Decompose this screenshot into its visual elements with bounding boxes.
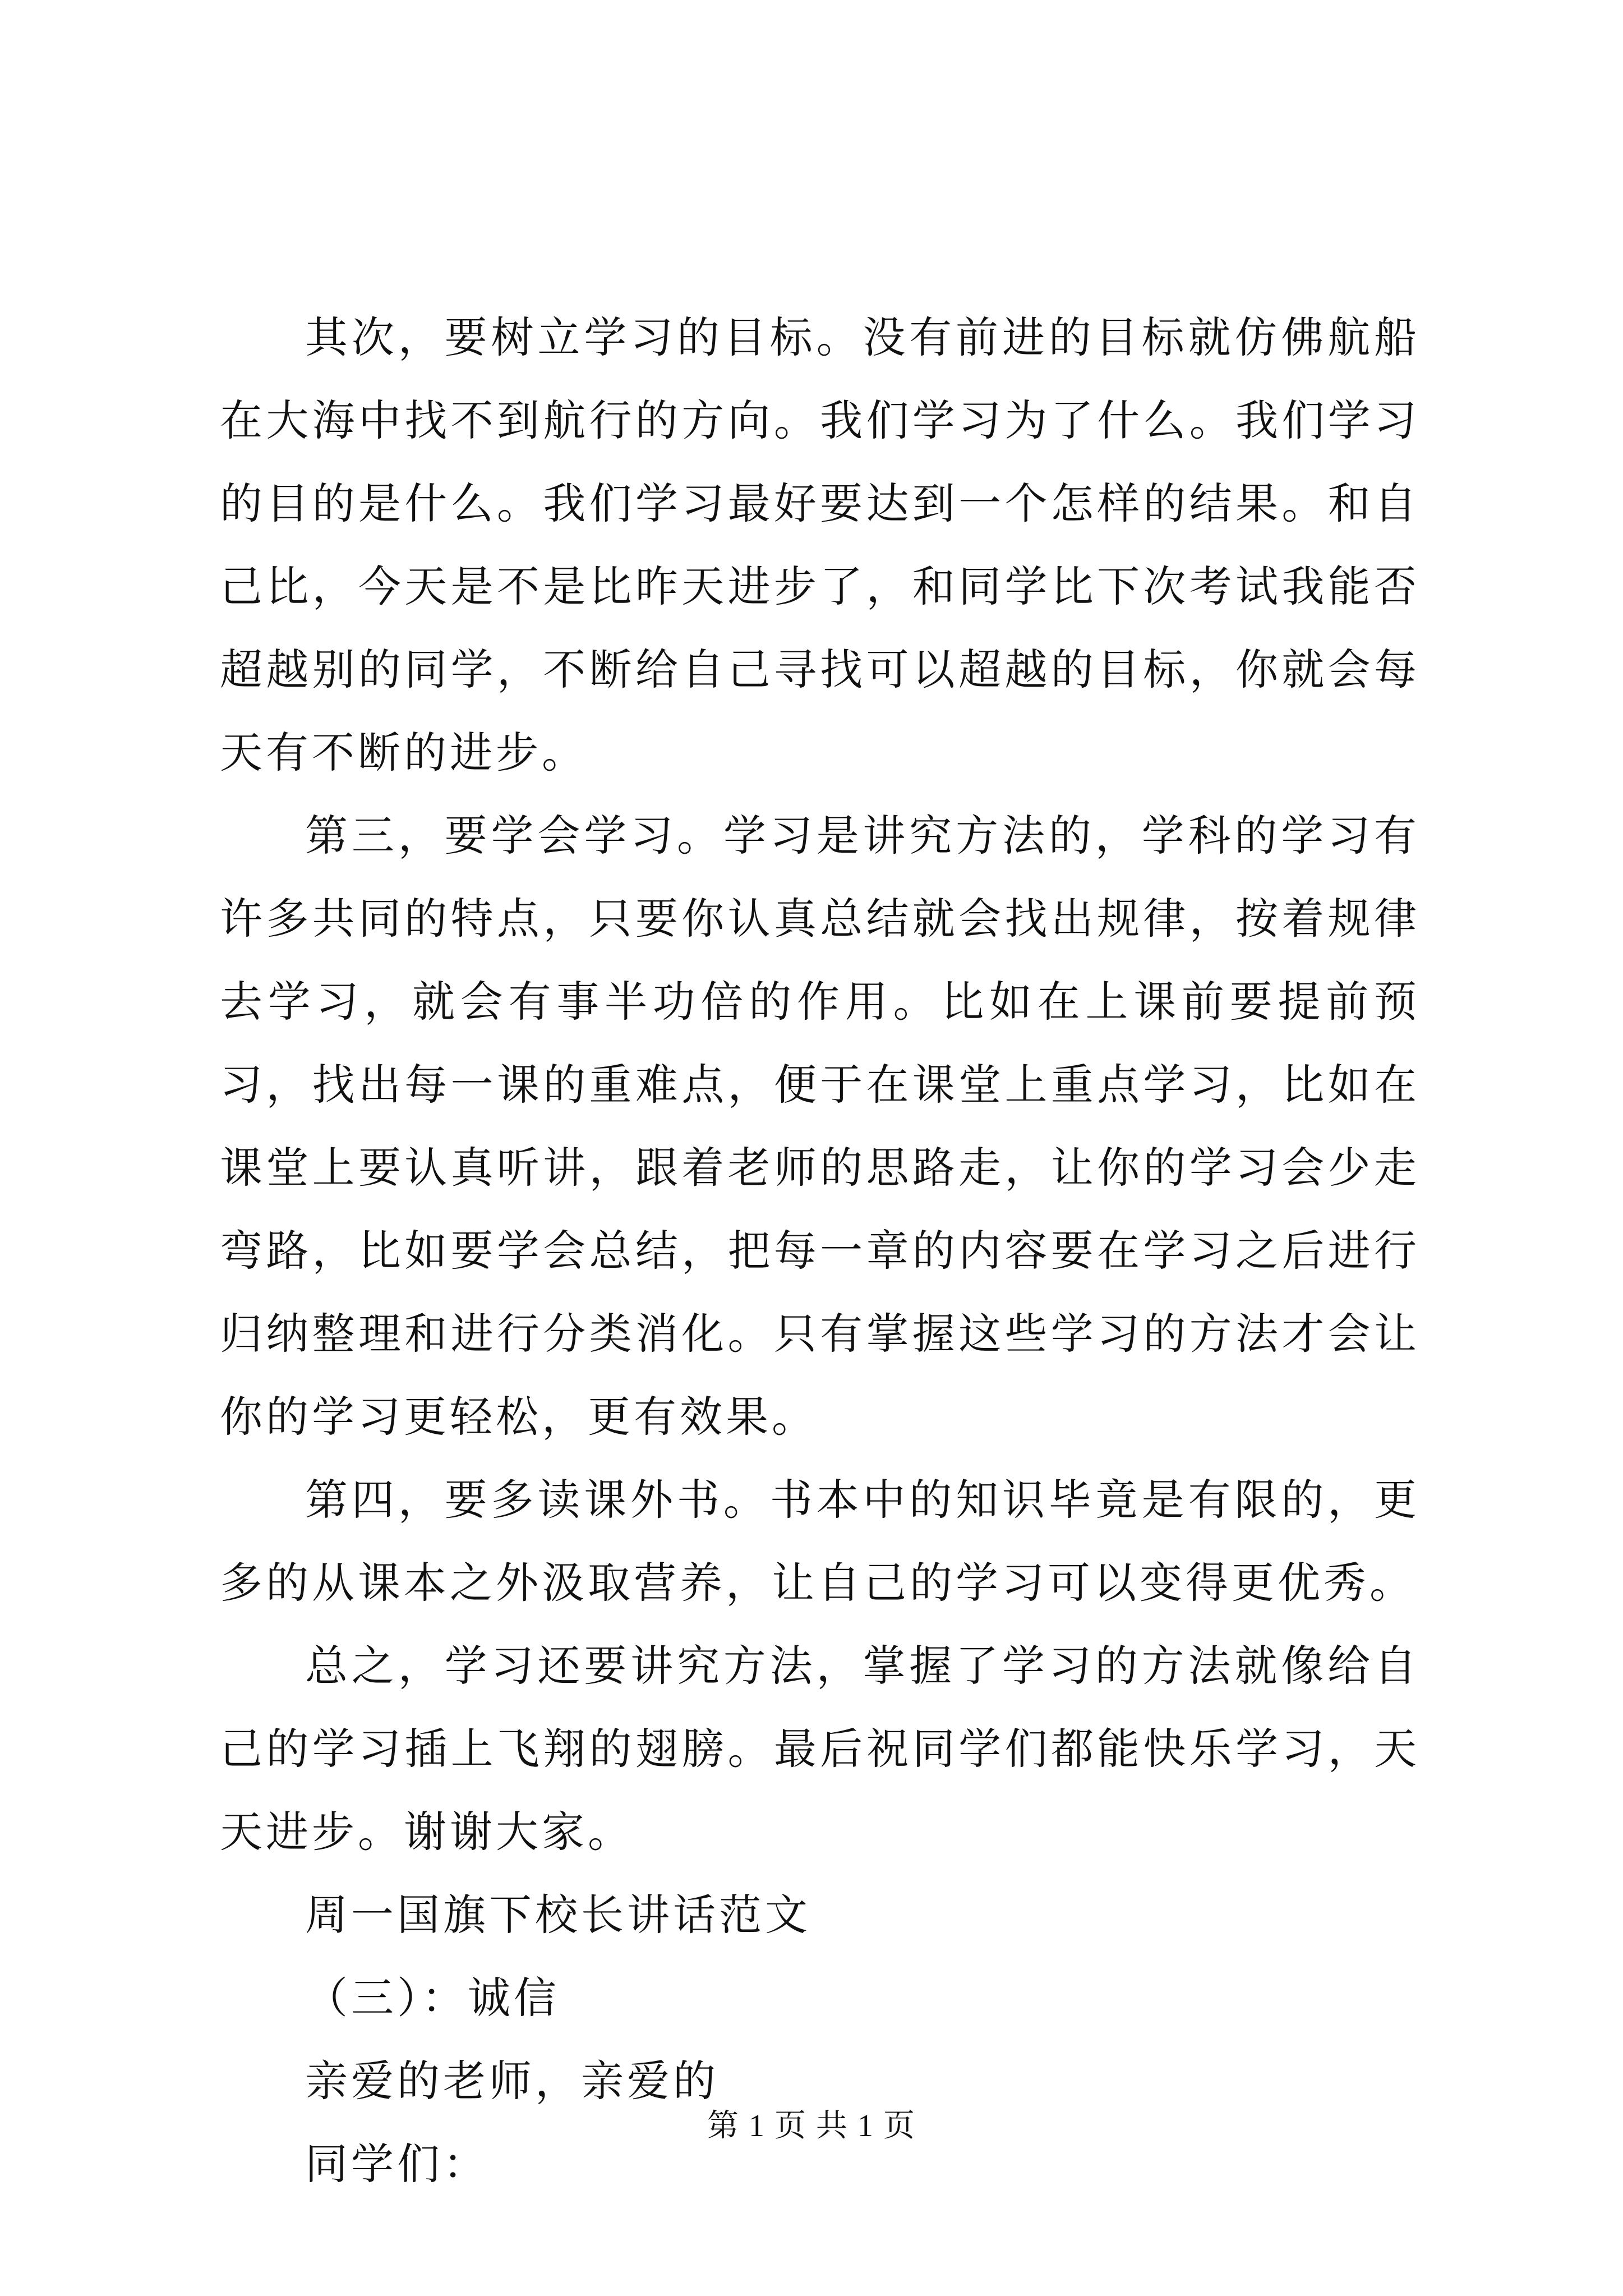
paragraph-study-goal: 其次，要树立学习的目标。没有前进的目标就仿佛航船在大海中找不到航行的方向。我们学习为了什么。我们学习的目的是什么。我们学习最好要达到一个怎样的结果。和自己比，今天是不是比昨天进步了，和同学比下次考试我能否超越别的同学，不断给自己寻找可以超越的目标，你就会每天有不断的进步。 <box>220 312 1420 777</box>
section-title: 周一国旗下校长讲话范文 <box>305 1890 811 1940</box>
paragraph-learn-to-learn: 第三，要学会学习。学习是讲究方法的，学科的学习有许多共同的特点，只要你认真总结就会找出规律，按着规律去学习，就会有事半功倍的作用。比如在上课前要提前预习，找出每一课的重难点，便于在课堂上重点学习，比如在课堂上要认真听讲，跟着老师的思路走，让你的学习会少走弯路，比如要学会总结，把每一章的内容要在学习之后进行归纳整理和进行分类消化。只有掌握这些学习的方法才会让你的学习更轻松，更有效果。 <box>220 811 1420 1442</box>
section-subtitle: （三）：诚信 <box>305 1973 560 2023</box>
document-body <box>220 296 1420 2206</box>
paragraph-conclusion: 总之，学习还要讲究方法，掌握了学习的方法就像给自己的学习插上飞翔的翅膀。最后祝同学们都能快乐学习，天天进步。谢谢大家。 <box>220 1641 1420 1857</box>
greeting-line-2: 同学们： <box>305 2139 489 2189</box>
page-footer: 第 1 页 共 1 页 <box>707 2109 916 2143</box>
paragraph-read-extracurricular: 第四，要多读课外书。书本中的知识毕竟是有限的，更多的从课本之外汲取营养，让自己的学习可以变得更优秀。 <box>220 1475 1420 1608</box>
greeting-line-1: 亲爱的老师，亲爱的 <box>305 2056 719 2106</box>
